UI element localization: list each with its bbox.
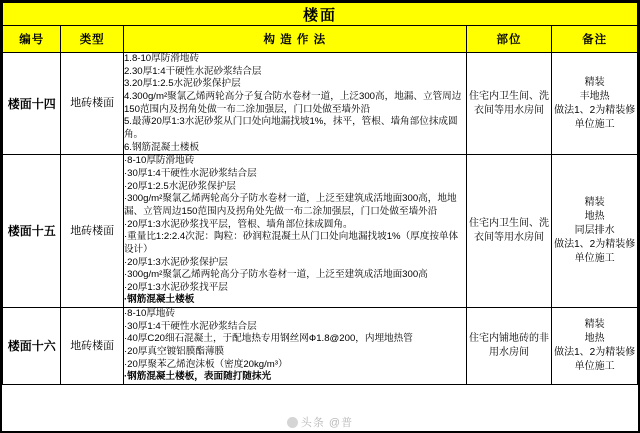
header-note: 备注 bbox=[552, 26, 638, 53]
header-id: 编号 bbox=[3, 26, 61, 53]
table-header-row bbox=[3, 26, 638, 53]
page-title: 楼面 bbox=[3, 3, 638, 26]
table-row bbox=[3, 155, 638, 308]
table-title-row bbox=[3, 3, 638, 26]
header-part: 部位 bbox=[466, 26, 552, 53]
table-row bbox=[3, 308, 638, 385]
row-id: 楼面十四 bbox=[3, 53, 61, 155]
construction-table bbox=[2, 2, 638, 385]
row-part: 住宅内卫生间、洗衣间等用水房间 bbox=[466, 155, 552, 308]
row-id: 楼面十五 bbox=[3, 155, 61, 308]
header-type: 类型 bbox=[61, 26, 123, 53]
row-note: 精装 地热 做法1、2为精装修单位施工 bbox=[552, 308, 638, 385]
row-type: 地砖楼面 bbox=[61, 53, 123, 155]
watermark bbox=[287, 414, 353, 430]
watermark-logo-icon bbox=[287, 417, 298, 428]
row-method: ·8-10厚防滑地砖 ·30厚1:4干硬性水泥砂浆结合层 ·20厚1:2.5水泥砂浆保护层 ·300g/m²聚氯乙烯两轮高分子防水卷材一道，上泛至建筑成活地面300高，地地漏、立管周边150范围内及拐角处先做一布二涂加强层，门口处做至墙外沿 ·20厚1:3水泥砂浆找平层，管根、墙角部位抹成圆角。 ·重量比1:2:2.4次泥：陶粒：砂润粒混凝土从门口处向地漏找坡1%（厚度按单体设计） ·20厚1:3水泥砂浆保护层 ·300g/m²聚氯乙烯两轮高分子防水卷材一道，上泛至建筑成活地面300高 ·20厚1:3水泥砂浆找平层 ·钢筋混凝土楼板 bbox=[123, 155, 466, 308]
watermark-bar bbox=[2, 413, 638, 431]
row-type: 地砖楼面 bbox=[61, 155, 123, 308]
row-note: 精装 丰地热 做法1、2为精装修单位施工 bbox=[552, 53, 638, 155]
row-method: 1.8-10厚防滑地砖 2.30厚1:4干硬性水泥砂浆结合层 3.20厚1:2.5水泥砂浆保护层 4.300g/m²聚氯乙烯两轮高分子复合防水卷材一道，上泛300高，地漏、立管周边150范围内及拐角处做一布二涂加强层，门口处做至墙外沿 5.最薄20厚1:3水泥砂浆从门口处向地漏找坡1%，抹平，管根、墙角部位抹成圆角。 6.钢筋混凝土楼板 bbox=[123, 53, 466, 155]
watermark-text: 头条 @普 bbox=[300, 417, 354, 429]
row-part: 住宅内卫生间、洗衣间等用水房间 bbox=[466, 53, 552, 155]
row-type: 地砖楼面 bbox=[61, 308, 123, 385]
row-part: 住宅内铺地砖的非用水房间 bbox=[466, 308, 552, 385]
row-note: 精装 地热 同层排水 做法1、2为精装修单位施工 bbox=[552, 155, 638, 308]
row-method: ·8-10厚地砖 ·30厚1:4干硬性水泥砂浆结合层 ·40厚C20细石混凝土，于配地热专用钢丝网Ф1.8@200，内埋地热管 ·20厚真空镀铝膜酯薄膜 ·20厚聚苯乙烯泡沫板（密度20kg/m³） ·钢筋混凝土楼板，表面随打随抹光 bbox=[123, 308, 466, 385]
header-method: 构 造 作 法 bbox=[123, 26, 466, 53]
row-id: 楼面十六 bbox=[3, 308, 61, 385]
table-row bbox=[3, 53, 638, 155]
